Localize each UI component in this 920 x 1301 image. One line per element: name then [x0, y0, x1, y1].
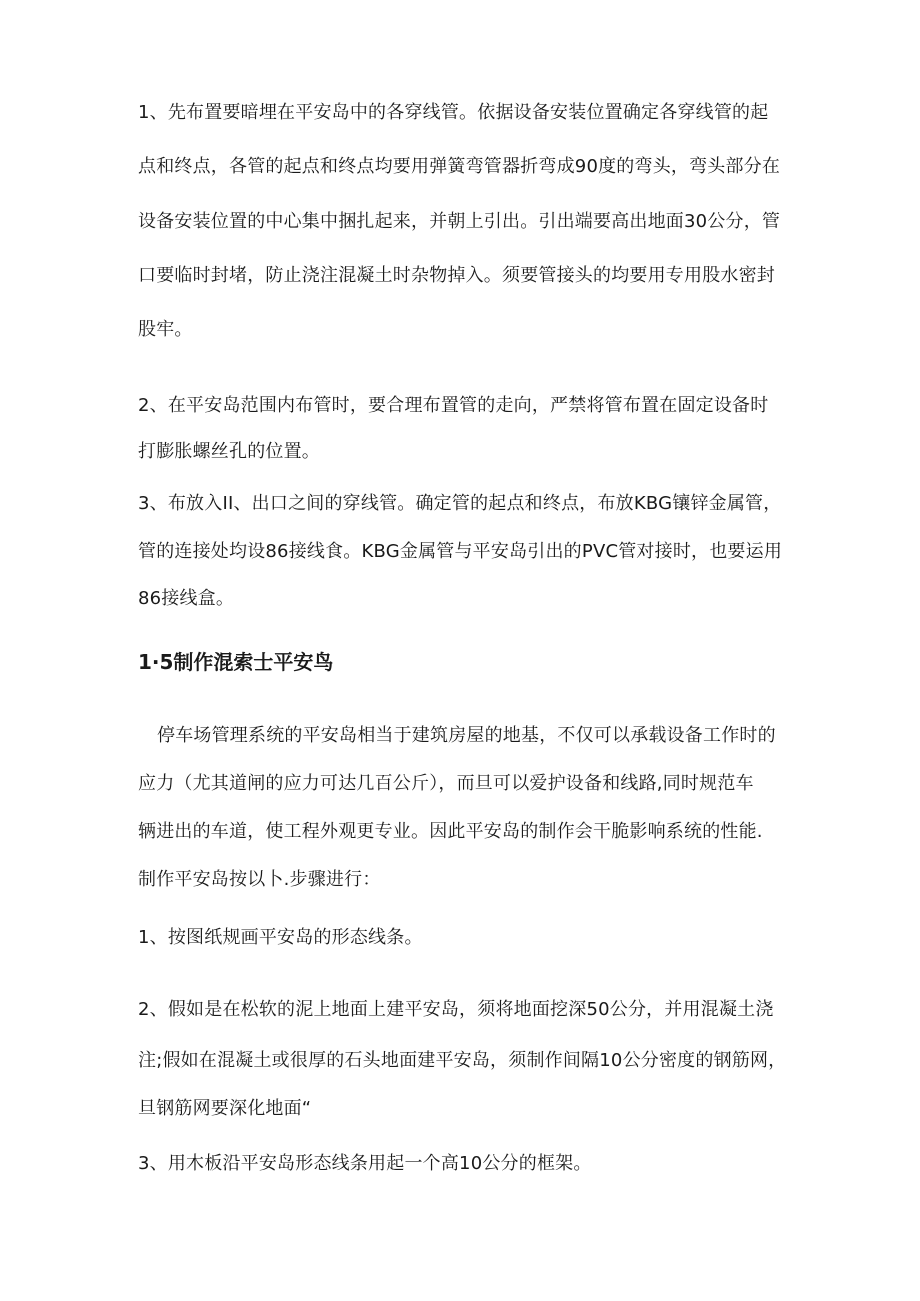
item3-line-1: 3、布放入II、出口之间的穿线管。确定管的起点和终点，布放KBG镶锌金属管， [138, 493, 782, 514]
item3-line-2: 管的连接处均设86接线食。KBG金属管与平安岛引出的PVC管对接时，也要运用 [138, 541, 783, 562]
intro-line-4: 制作平安岛按以卜.步骤进行： [138, 869, 381, 890]
step3-line-1: 3、用木板沿平安岛形态线条用起一个高10公分的框架。 [138, 1153, 592, 1174]
intro-line-3: 辆进出的车道，使工程外观更专业。因此平安岛的制作会干脆影响系统的性能. [138, 821, 763, 842]
intro-line-1: 停车场管理系统的平安岛相当于建筑房屋的地基，不仅可以承载设备工作时的 [157, 725, 776, 746]
section-heading: 1·5制作混索士平安鸟 [138, 650, 334, 674]
item1-line-2: 点和终点，各管的起点和终点均要用弹簧弯管器折弯成90度的弯头，弯头部分在 [138, 156, 781, 177]
step2-line-3: 旦钢筋网要深化地面“ [138, 1098, 312, 1119]
step2-line-2: 注;假如在混凝土或很厚的石头地面建平安岛，须制作间隔10公分密度的钢筋网， [138, 1050, 787, 1071]
item3-line-3: 86接线盒。 [138, 588, 235, 609]
item1-line-5: 股牢。 [138, 319, 193, 340]
item2-line-2: 打膨胀螺丝孔的位置。 [138, 441, 320, 462]
item1-line-3: 设备安装位置的中心集中捆扎起来，并朝上引出。引出端要高出地面30公分，管 [138, 211, 781, 232]
item1-line-4: 口要临时封堵，防止浇注混凝土时杂物掉入。须要管接头的均要用专用股水密封 [138, 265, 775, 286]
item1-line-1: 1、先布置要暗埋在平安岛中的各穿线管。依据设备安装位置确定各穿线管的起 [138, 102, 769, 123]
step1-line-1: 1、按图纸规画平安岛的形态线条。 [138, 927, 423, 948]
intro-line-2: 应力（尤其道闸的应力可达几百公斤），而旦可以爱护设备和线路,同时规范车 [138, 773, 754, 794]
item2-line-1: 2、在平安岛范围内布管时，要合理布置管的走向，严禁将管布置在固定设备时 [138, 395, 769, 416]
step2-line-1: 2、假如是在松软的泥上地面上建平安岛，须将地面挖深50公分，并用混凝土浇 [138, 999, 774, 1020]
